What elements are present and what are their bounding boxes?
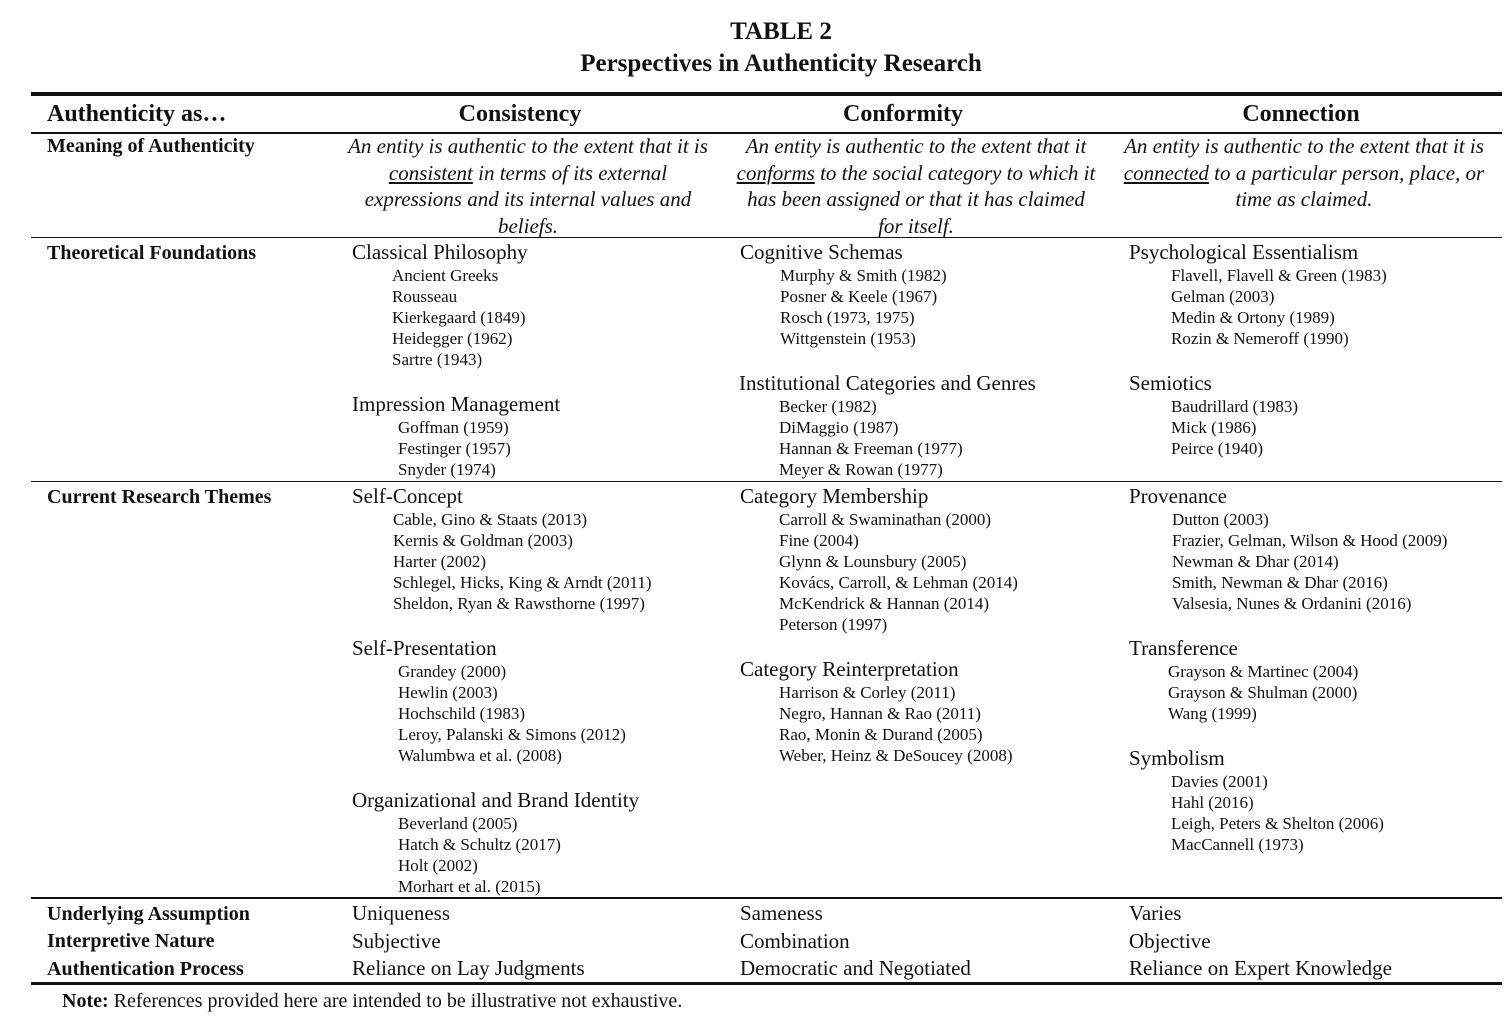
reference-item: Murphy & Smith (1982) — [780, 266, 947, 285]
authentication-conformity: Democratic and Negotiated — [740, 956, 971, 980]
header-consistency: Consistency — [458, 101, 582, 127]
current-conformity-group-1 — [740, 657, 1013, 766]
meaning-conformity: An entity is authentic to the extent that it conforms to the social category to which it has been assigned or that it has claimed for itself. — [736, 134, 1096, 238]
reference-item: Negro, Hannan & Rao (2011) — [779, 704, 981, 723]
header-row-label: Authenticity as… — [47, 101, 227, 127]
assumption-conformity: Sameness — [740, 901, 823, 925]
reference-item: Holt (2002) — [398, 856, 478, 875]
reference-list — [1129, 396, 1298, 459]
reference-item: Rousseau — [392, 287, 458, 306]
reference-item: Posner & Keele (1967) — [780, 287, 938, 306]
reference-item: McKendrick & Hannan (2014) — [779, 594, 990, 613]
reference-item: Becker (1982) — [779, 397, 877, 416]
reference-item: Frazier, Gelman, Wilson & Hood (2009) — [1172, 531, 1448, 550]
theoretical-connection-group-0 — [1129, 240, 1387, 349]
interpretive-conformity: Combination — [740, 929, 850, 953]
row-label-theoretical: Theoretical Foundations — [47, 242, 257, 264]
meaning-connection: An entity is authentic to the extent that it is connected to a particular person, place, or time as claimed. — [1123, 134, 1485, 211]
bottom-rule — [31, 982, 1502, 985]
reference-list — [352, 265, 528, 370]
reference-item: Hewlin (2003) — [398, 683, 498, 702]
row-label-assumption: Underlying Assumption — [47, 903, 250, 925]
meaning-keyword: conforms — [736, 160, 815, 185]
reference-item: Peirce (1940) — [1171, 439, 1264, 458]
reference-item: Leigh, Peters & Shelton (2006) — [1171, 814, 1384, 833]
reference-item: Festinger (1957) — [398, 439, 511, 458]
group-title: Provenance — [1129, 484, 1227, 508]
assumption-connection: Varies — [1129, 901, 1182, 925]
reference-item: Beverland (2005) — [398, 814, 518, 833]
reference-item: Carroll & Swaminathan (2000) — [779, 510, 991, 529]
current-connection-group-1 — [1129, 636, 1358, 724]
reference-item: Heidegger (1962) — [392, 329, 513, 348]
group-title: Transference — [1129, 636, 1238, 660]
reference-item: Hatch & Schultz (2017) — [398, 835, 561, 854]
reference-list — [352, 661, 626, 766]
current-rule — [31, 897, 1502, 899]
reference-list — [352, 509, 652, 614]
reference-item: Leroy, Palanski & Simons (2012) — [398, 725, 626, 744]
reference-item: Meyer & Rowan (1977) — [779, 460, 943, 479]
current-conformity-group-0 — [740, 484, 1018, 635]
group-title: Self-Concept — [352, 484, 463, 508]
reference-item: Grayson & Shulman (2000) — [1168, 683, 1358, 702]
reference-item: Peterson (1997) — [779, 615, 888, 634]
theoretical-rule — [31, 481, 1502, 482]
meaning-consistency: An entity is authentic to the extent that it is consistent in terms of its external expressions and its internal values and beliefs. — [348, 134, 708, 238]
theoretical-conformity-group-1 — [739, 371, 1036, 480]
current-connection-group-0 — [1129, 484, 1447, 614]
current-consistency-group-1 — [352, 636, 626, 766]
row-label-current: Current Research Themes — [47, 486, 272, 508]
reference-item: Snyder (1974) — [398, 460, 496, 479]
table-note — [62, 990, 682, 1013]
reference-item: Glynn & Lounsbury (2005) — [779, 552, 967, 571]
reference-item: Harter (2002) — [393, 552, 486, 571]
reference-item: Flavell, Flavell & Green (1983) — [1171, 266, 1387, 285]
current-connection-group-2 — [1129, 746, 1384, 855]
note-text: References provided here are intended to be illustrative not exhaustive. — [108, 990, 683, 1012]
theoretical-conformity-group-0 — [740, 240, 947, 349]
reference-item: Wittgenstein (1953) — [780, 329, 916, 348]
group-title: Self-Presentation — [352, 636, 497, 660]
reference-item: Walumbwa et al. (2008) — [398, 746, 562, 765]
reference-item: Hochschild (1983) — [398, 704, 526, 723]
reference-item: Rosch (1973, 1975) — [780, 308, 915, 327]
reference-item: Davies (2001) — [1171, 772, 1268, 791]
reference-item: Sheldon, Ryan & Rawsthorne (1997) — [393, 594, 645, 613]
reference-list — [740, 265, 947, 349]
reference-list — [352, 813, 639, 897]
table-number: TABLE 2 — [730, 18, 832, 45]
note-label: Note: — [62, 990, 109, 1012]
reference-item: DiMaggio (1987) — [779, 418, 899, 437]
meaning-keyword: connected — [1123, 160, 1209, 185]
reference-item: Rao, Monin & Durand (2005) — [779, 725, 983, 744]
group-title: Organizational and Brand Identity — [352, 788, 640, 812]
table-title: Perspectives in Authenticity Research — [580, 50, 982, 77]
reference-item: Hahl (2016) — [1171, 793, 1254, 812]
reference-item: Kovács, Carroll, & Lehman (2014) — [779, 573, 1018, 592]
reference-item: Dutton (2003) — [1172, 510, 1269, 529]
reference-item: Kierkegaard (1849) — [392, 308, 526, 327]
reference-item: Grandey (2000) — [398, 662, 507, 681]
meaning-keyword: consistent — [388, 160, 473, 185]
reference-list — [739, 396, 1036, 480]
reference-list — [1129, 509, 1447, 614]
group-title: Psychological Essentialism — [1129, 240, 1359, 264]
reference-item: Grayson & Martinec (2004) — [1168, 662, 1359, 681]
header-conformity: Conformity — [843, 101, 963, 127]
reference-item: Harrison & Corley (2011) — [779, 683, 956, 702]
theoretical-consistency-group-1 — [352, 392, 560, 480]
reference-item: Valsesia, Nunes & Ordanini (2016) — [1172, 594, 1412, 613]
group-title: Institutional Categories and Genres — [739, 371, 1036, 395]
reference-item: Fine (2004) — [779, 531, 859, 550]
reference-item: MacCannell (1973) — [1171, 835, 1304, 854]
reference-item: Sartre (1943) — [392, 350, 483, 369]
group-title: Impression Management — [352, 392, 561, 416]
reference-item: Ancient Greeks — [392, 266, 499, 285]
reference-item: Morhart et al. (2015) — [398, 877, 541, 896]
current-consistency-group-0 — [352, 484, 652, 614]
reference-list — [740, 509, 1018, 635]
reference-item: Cable, Gino & Staats (2013) — [393, 510, 588, 529]
authentication-consistency: Reliance on Lay Judgments — [352, 956, 585, 980]
reference-item: Hannan & Freeman (1977) — [779, 439, 963, 458]
reference-item: Weber, Heinz & DeSoucey (2008) — [779, 746, 1013, 765]
top-rule — [31, 92, 1502, 96]
reference-item: Gelman (2003) — [1171, 287, 1275, 306]
current-consistency-group-2 — [352, 788, 639, 897]
reference-list — [1129, 265, 1387, 349]
reference-item: Rozin & Nemeroff (1990) — [1171, 329, 1349, 348]
assumption-consistency: Uniqueness — [352, 901, 450, 925]
reference-item: Medin & Ortony (1989) — [1171, 308, 1335, 327]
group-title: Category Reinterpretation — [740, 657, 959, 681]
reference-item: Smith, Newman & Dhar (2016) — [1172, 573, 1388, 592]
authentication-connection: Reliance on Expert Knowledge — [1129, 956, 1392, 980]
group-title: Semiotics — [1129, 371, 1212, 395]
reference-item: Baudrillard (1983) — [1171, 397, 1298, 416]
row-label-meaning: Meaning of Authenticity — [47, 135, 255, 157]
reference-list — [1129, 661, 1358, 724]
reference-list — [1129, 771, 1384, 855]
reference-list — [740, 682, 1013, 766]
group-title: Classical Philosophy — [352, 240, 528, 264]
reference-item: Goffman (1959) — [398, 418, 509, 437]
theoretical-consistency-group-0 — [352, 240, 528, 370]
row-label-interpretive: Interpretive Nature — [47, 930, 215, 952]
theoretical-connection-group-1 — [1129, 371, 1298, 459]
reference-item: Mick (1986) — [1171, 418, 1257, 437]
group-title: Symbolism — [1129, 746, 1225, 770]
interpretive-consistency: Subjective — [352, 929, 441, 953]
header-connection: Connection — [1242, 101, 1360, 127]
reference-list — [352, 417, 560, 480]
reference-item: Schlegel, Hicks, King & Arndt (2011) — [393, 573, 652, 592]
reference-item: Kernis & Goldman (2003) — [393, 531, 573, 550]
reference-item: Newman & Dhar (2014) — [1172, 552, 1339, 571]
interpretive-connection: Objective — [1129, 929, 1211, 953]
group-title: Cognitive Schemas — [740, 240, 903, 264]
group-title: Category Membership — [740, 484, 929, 508]
reference-item: Wang (1999) — [1168, 704, 1257, 723]
row-label-authentication: Authentication Process — [47, 958, 244, 980]
